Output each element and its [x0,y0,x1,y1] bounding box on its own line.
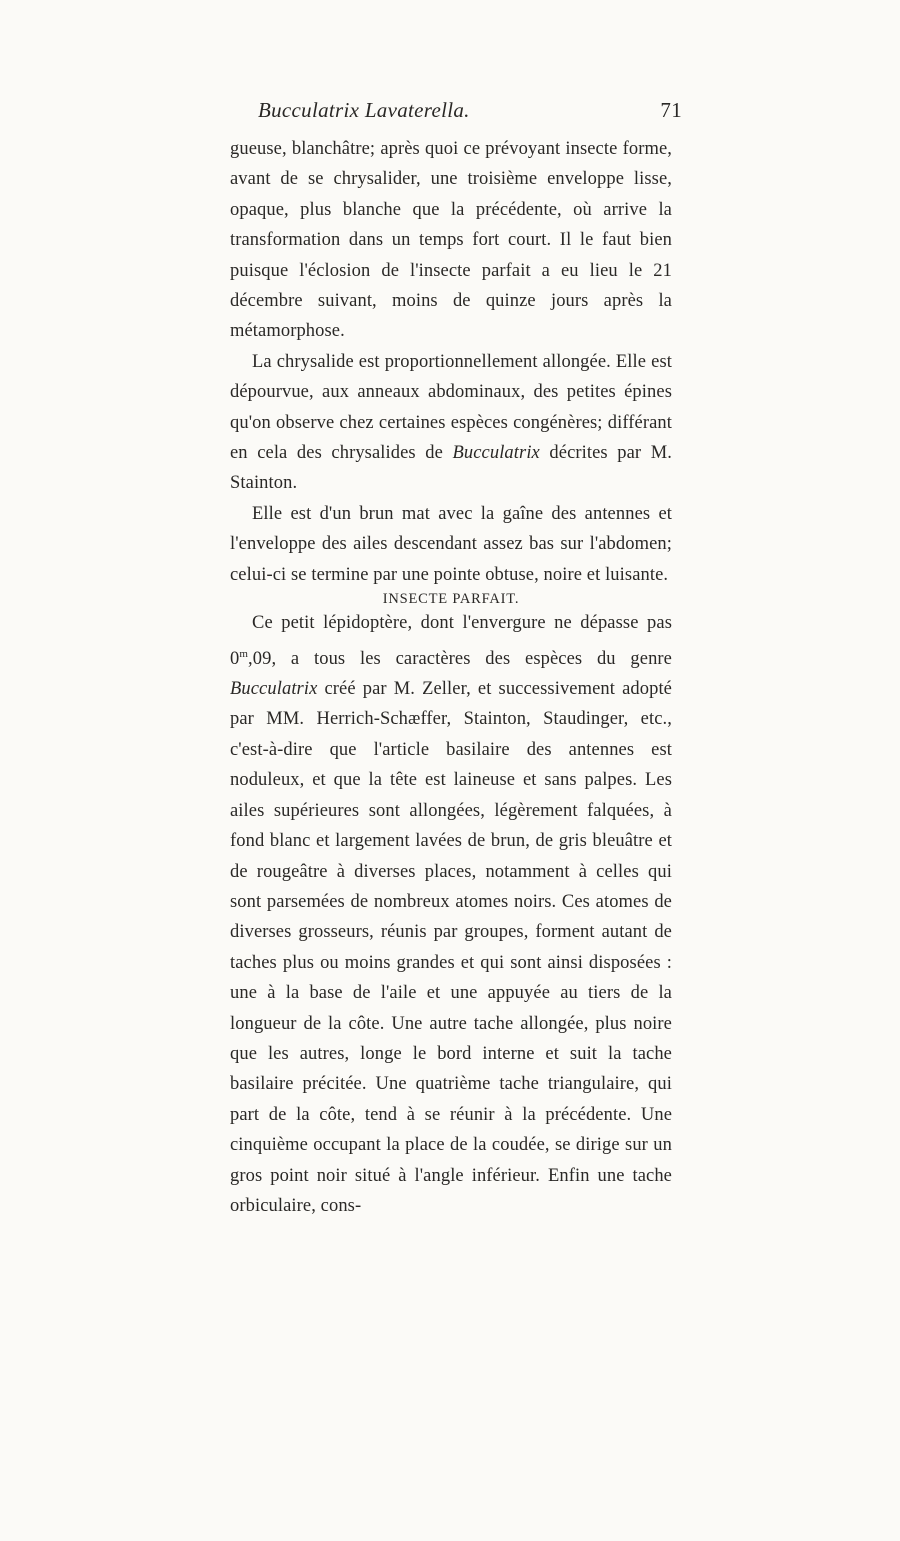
paragraph-adult [230,608,672,1221]
paragraph-chrysalis [230,347,672,499]
genus-name: Bucculatrix [230,679,318,700]
unit-superscript: m [239,647,249,660]
page-number: 71 [660,98,682,122]
text-run: Ce petit lépidoptère, dont l'envergure ne dépasse pas 0 [230,613,672,669]
running-title: Bucculatrix Lavaterella. [258,98,470,122]
paragraph-color: Elle est d'un brun mat avec la gaîne des antennes et l'enveloppe des ailes descendant assez bas sur l'abdomen; celui-ci se termine par une pointe obtuse, noire et luisante. [230,503,672,585]
text-run: ,09, a tous les caractères des espèces du genre [248,648,672,669]
text-run: décrites par M. Stainton. [230,443,673,494]
text-run: La chrysalide est proportionnellement allongée. Elle est dépourvue, aux anneaux abdominaux, des petites épines qu'on observe chez certaines espèces congénères; différant en cela des chrysalides de [230,351,672,464]
body-text [230,134,672,1221]
genus-name: Bucculatrix [452,443,540,464]
section-heading: INSECTE PARFAIT. [382,591,520,608]
paragraph-continued: gueuse, blanchâtre; après quoi ce prévoyant insecte forme, avant de se chrysalider, une troisième enveloppe lisse, opaque, plus blanche que la précédente, où arrive la transformation dans un temps fort court. Il le faut bien puisque l'éclosion de l'insecte parfait a eu lieu le 21 décembre suivant, moins de quinze jours après la métamorphose. [230,139,672,342]
text-run: créé par M. Zeller, et successivement adopté par MM. Herrich-Schæffer, Stainton, Staudinger, etc., c'est-à-dire que l'article basilaire des antennes est noduleux, et que la tête est laineuse et sans palpes. Les ailes supérieures sont allongées, légèrement falquées, à fond blanc et largement lavées de brun, de gris bleuâtre et de rougeâtre à diverses places, notamment à celles qui sont parsemées de nombreux atomes noirs. Ces atomes de diverses grosseurs, réunis par groupes, forment autant de taches plus ou moins grandes et qui sont ainsi disposées : une à la base de l'aile et une appuyée au tiers de la longueur de la côte. Une autre tache allongée, plus noire que les autres, longe le bord interne et suit la tache basilaire précitée. Une quatrième tache triangulaire, qui part de la côte, tend à se réunir à la précédente. Une cinquième occupant la place de la coudée, se dirige sur un gros point noir situé à l'angle inférieur. Enfin une tache orbiculaire, cons- [230,679,672,1216]
